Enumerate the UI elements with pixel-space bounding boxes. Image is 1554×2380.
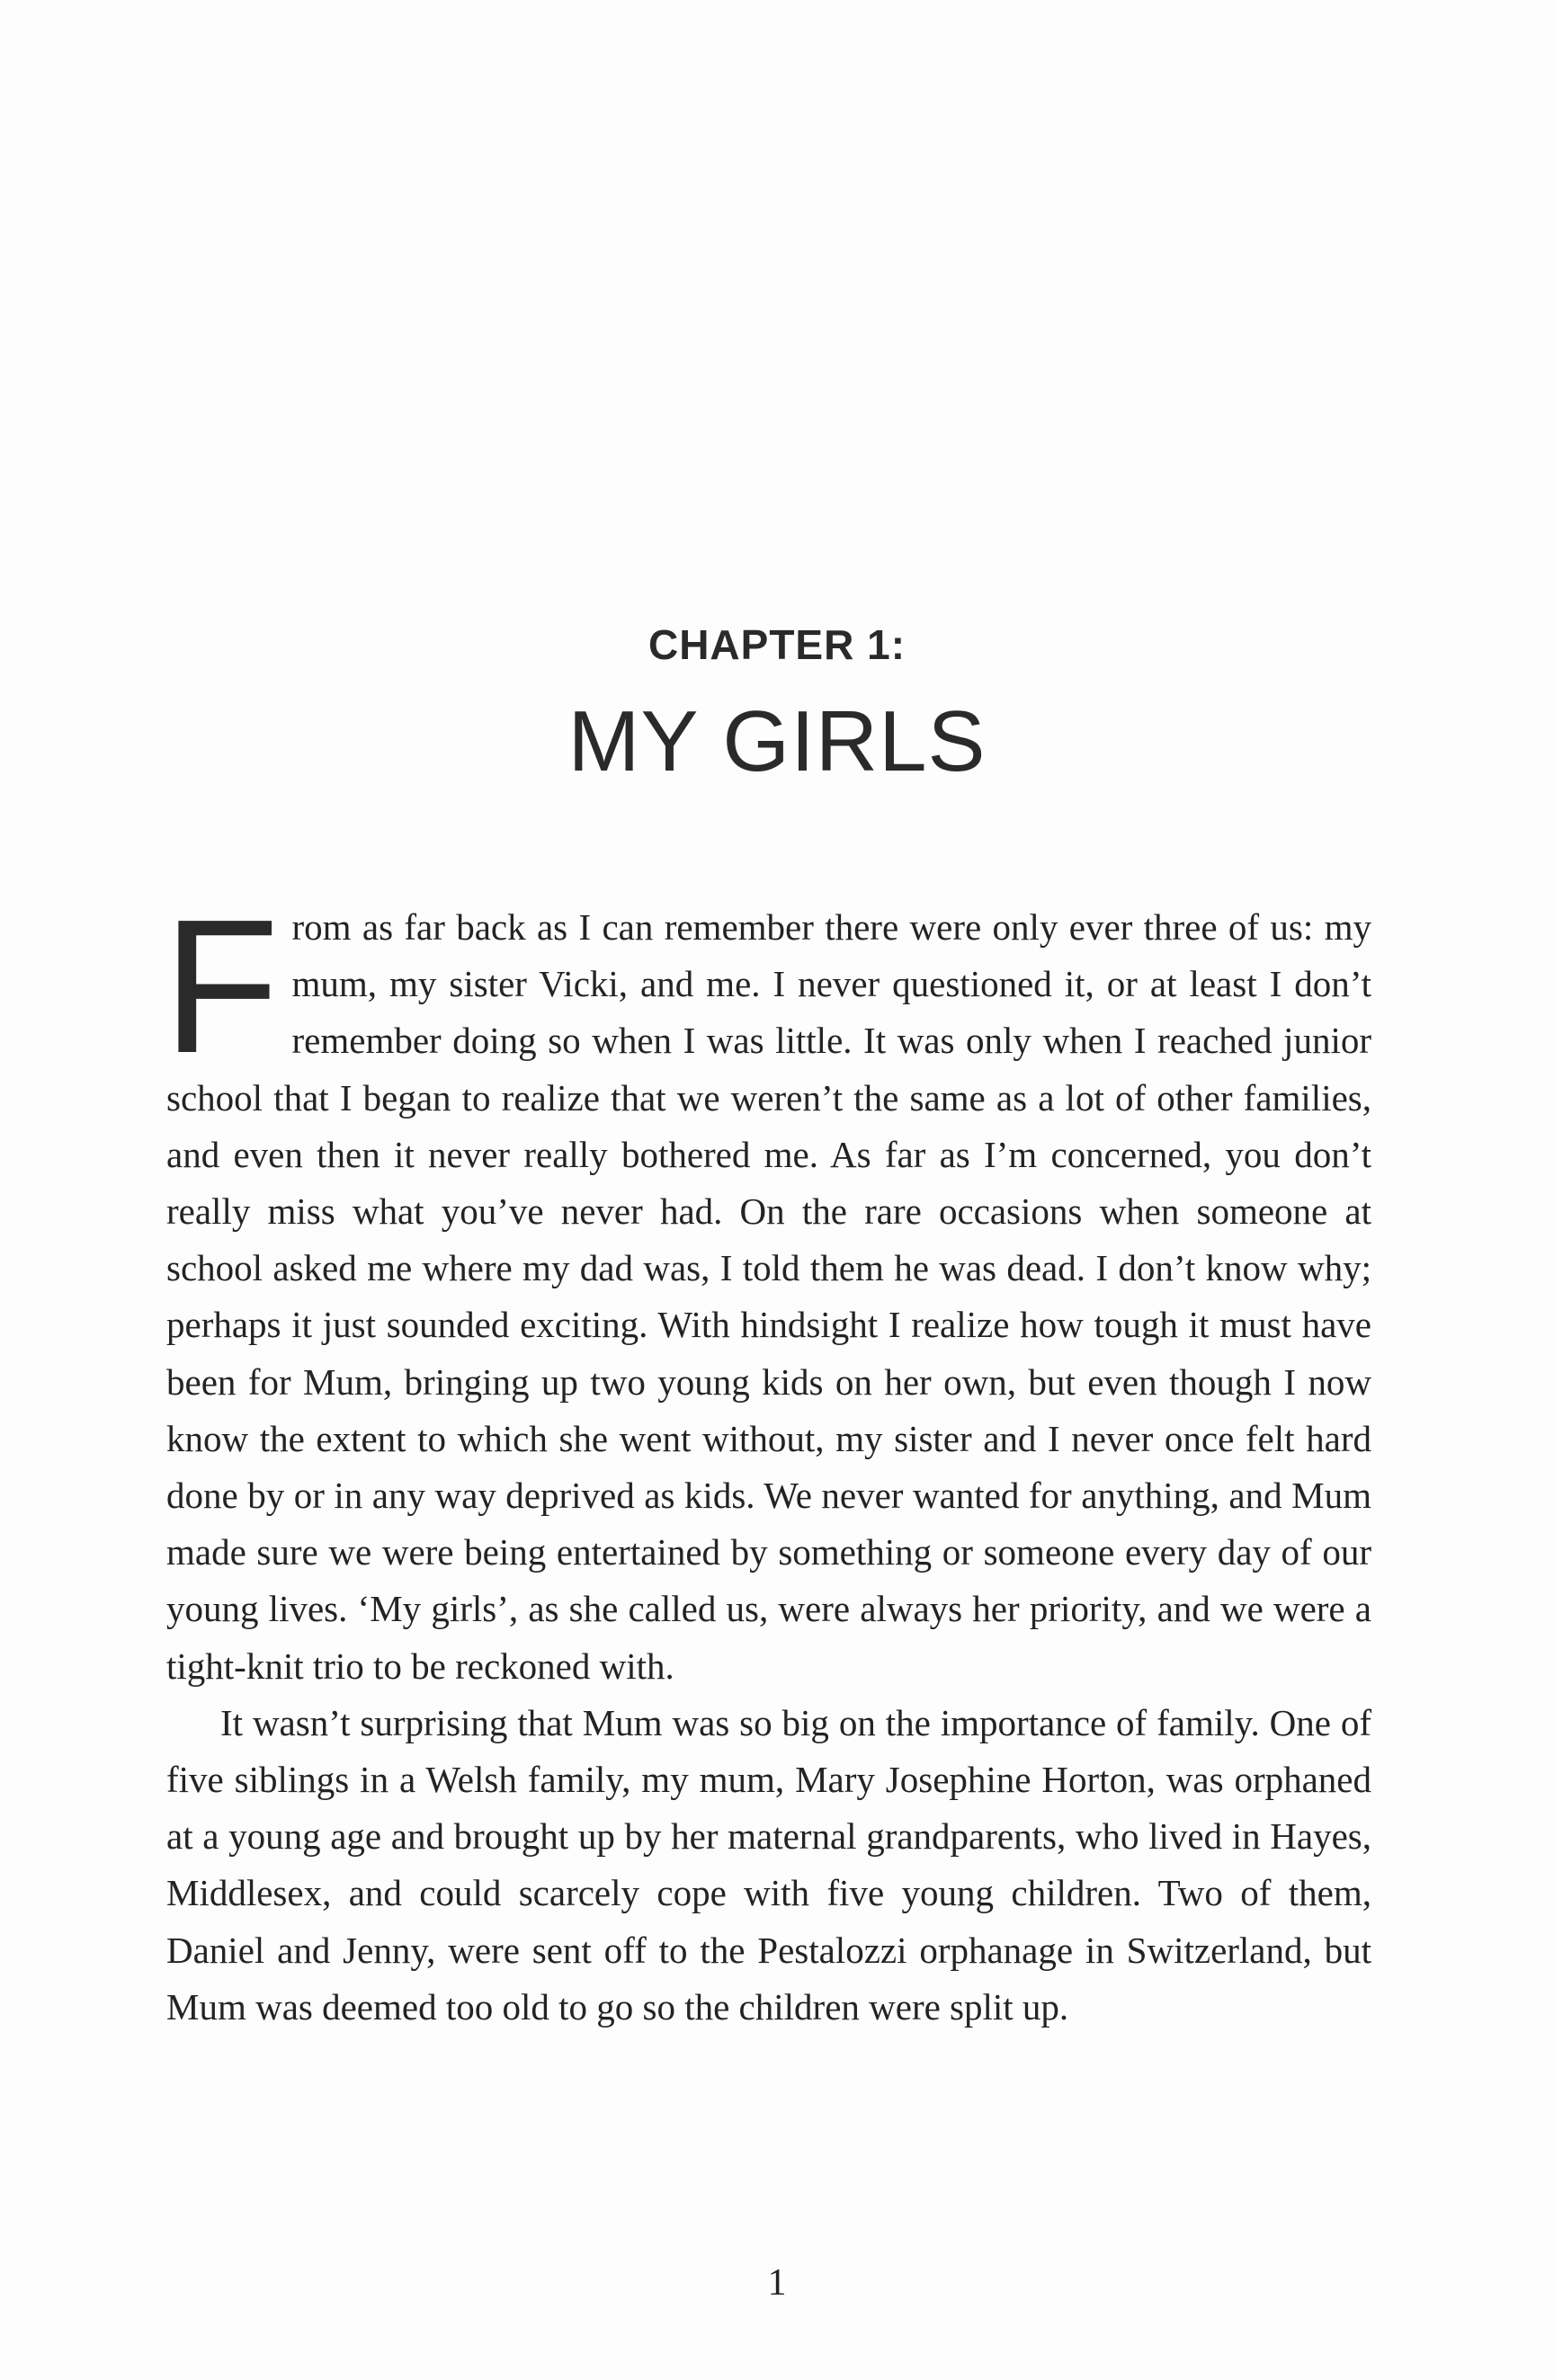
paragraph-2: It wasn’t surprising that Mum was so big on the importance of family. One of five siblings in a Welsh family, my mum, Mary Josephine Horton, was orphaned at a young age and brought up by her maternal grandparents, who lived in Hayes, Middlesex, and could scarcely cope with five young children. Two of them, Daniel and Jenny, were sent off to the Pestalozzi orphanage in Switzerland, but Mum was deemed too old to go so the children were split up. <box>166 1701 1371 2028</box>
page-number: 1 <box>767 2262 787 2304</box>
body-text <box>163 879 1371 2036</box>
chapter-title: MY GIRLS <box>567 693 987 789</box>
paragraph-1-text: rom as far back as I can remember there were only ever three of us: my mum, my sister Vicki, and me. I never questioned it, or at least I don’t remember doing so when I was little. It was only when I reached junior school that I began to realize that we weren’t the same as a lot of other families, and even then it never really bothered me. As far as I’m concerned, you don’t really miss what you’ve never had. On the rare occasions when someone at school asked me where my dad was, I told them he was dead. I don’t know why; perhaps it just sounded exciting. With hindsight I realize how tough it must have been for Mum, bringing up two young kids on her own, but even though I now know the extent to which she went without, my sister and I never once felt hard done by or in any way deprived as kids. We never wanted for anything, and Mum made sure we were being entertained by something or someone every day of our young lives. ‘My girls’, as she called us, were always her priority, and we were a tight-knit trio to be reckoned with. <box>166 906 1371 1687</box>
chapter-label: CHAPTER 1: <box>648 621 906 668</box>
drop-cap: F <box>163 879 280 1092</box>
paragraph-1 <box>163 879 1371 1695</box>
